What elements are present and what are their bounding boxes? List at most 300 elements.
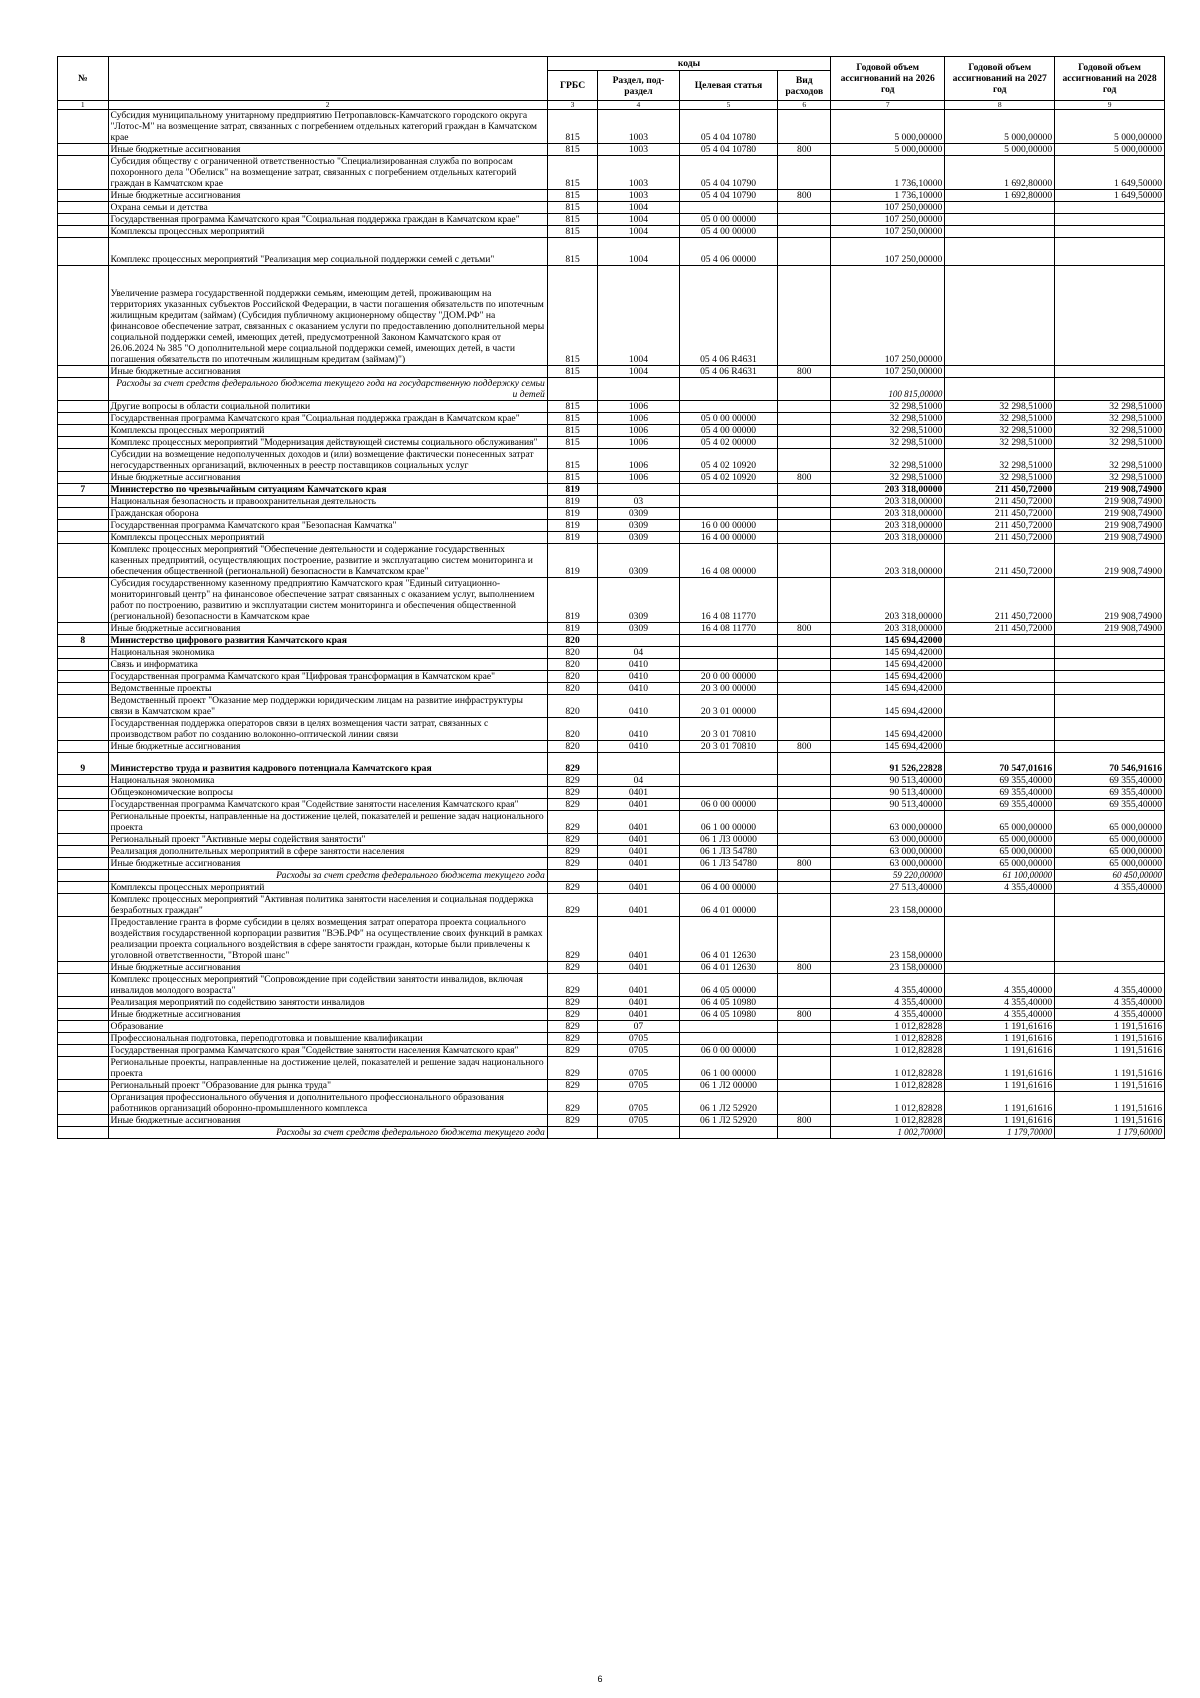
row-amount-2026: 145 694,42000 [831, 635, 945, 647]
row-amount-2026: 1 012,82828 [831, 1115, 945, 1127]
row-grbs: 829 [547, 894, 598, 917]
row-name: Региональный проект "Активные меры содействия занятости" [108, 834, 547, 846]
row-section: 1003 [598, 156, 679, 190]
row-type [778, 544, 831, 578]
row-name: Субсидия обществу с ограниченной ответственностью "Специализированная служба по вопросам похоронного дела "Обелиск" на возмещение затрат, связанных с погребением отдельных категорий граждан в Камчатском крае [108, 156, 547, 190]
row-grbs: 829 [547, 997, 598, 1009]
table-row [58, 266, 1165, 366]
row-name: Национальная экономика [108, 647, 547, 659]
row-target: 16 4 00 00000 [679, 532, 778, 544]
row-target: 06 0 00 00000 [679, 1045, 778, 1057]
row-amount-2027: 4 355,40000 [945, 882, 1055, 894]
row-name: Иные бюджетные ассигнования [108, 472, 547, 484]
row-target: 20 3 01 70810 [679, 718, 778, 741]
row-amount-2026: 4 355,40000 [831, 1009, 945, 1021]
table-row [58, 110, 1165, 144]
row-name: Национальная безопасность и правоохранительная деятельность [108, 496, 547, 508]
row-type [778, 1045, 831, 1057]
row-type [778, 894, 831, 917]
row-amount-2027 [945, 226, 1055, 238]
row-name: Реализация дополнительных мероприятий в сфере занятости населения [108, 846, 547, 858]
row-amount-2026: 107 250,00000 [831, 238, 945, 266]
row-amount-2026: 1 736,10000 [831, 190, 945, 202]
row-type [778, 882, 831, 894]
table-body [58, 110, 1165, 1139]
header-2027: Годовой объем ассигнований на 2027 год [945, 57, 1055, 101]
row-amount-2026: 63 000,00000 [831, 846, 945, 858]
row-number [58, 1021, 109, 1033]
row-number [58, 799, 109, 811]
row-amount-2026: 1 736,10000 [831, 156, 945, 190]
row-amount-2026: 145 694,42000 [831, 671, 945, 683]
row-amount-2028: 5 000,00000 [1055, 144, 1165, 156]
row-grbs: 815 [547, 110, 598, 144]
row-grbs: 815 [547, 449, 598, 472]
row-amount-2027: 32 298,51000 [945, 472, 1055, 484]
row-number [58, 683, 109, 695]
row-amount-2027 [945, 266, 1055, 366]
row-amount-2027: 5 000,00000 [945, 110, 1055, 144]
row-section [598, 870, 679, 882]
table-row [58, 1115, 1165, 1127]
table-row [58, 635, 1165, 647]
row-number [58, 858, 109, 870]
row-amount-2027: 1 191,61616 [945, 1021, 1055, 1033]
row-grbs: 819 [547, 484, 598, 496]
row-amount-2026: 145 694,42000 [831, 741, 945, 753]
row-section: 0401 [598, 882, 679, 894]
row-name: Гражданская оборона [108, 508, 547, 520]
row-type: 800 [778, 623, 831, 635]
table-row [58, 520, 1165, 532]
row-amount-2027: 211 450,72000 [945, 496, 1055, 508]
row-number [58, 238, 109, 266]
row-number: 7 [58, 484, 109, 496]
row-amount-2028 [1055, 202, 1165, 214]
row-amount-2027: 211 450,72000 [945, 520, 1055, 532]
row-amount-2028: 65 000,00000 [1055, 811, 1165, 834]
row-number [58, 520, 109, 532]
row-name: Организация профессионального обучения и дополнительного профессионального образования работников организаций оборонно-промышленного комплекса [108, 1092, 547, 1115]
row-section: 1004 [598, 266, 679, 366]
row-grbs: 820 [547, 718, 598, 741]
row-amount-2027: 32 298,51000 [945, 425, 1055, 437]
row-grbs [547, 1127, 598, 1139]
row-target: 20 3 00 00000 [679, 683, 778, 695]
header-section: Раздел, под-раздел [598, 71, 679, 101]
row-type [778, 214, 831, 226]
page-number: 6 [597, 1674, 603, 1684]
row-number [58, 544, 109, 578]
row-amount-2028: 32 298,51000 [1055, 472, 1165, 484]
row-amount-2026: 145 694,42000 [831, 718, 945, 741]
table-row [58, 202, 1165, 214]
table-row [58, 401, 1165, 413]
row-section: 04 [598, 775, 679, 787]
row-amount-2026: 1 012,82828 [831, 1080, 945, 1092]
row-number [58, 202, 109, 214]
row-section: 0410 [598, 718, 679, 741]
row-name: Общеэкономические вопросы [108, 787, 547, 799]
row-amount-2028: 65 000,00000 [1055, 858, 1165, 870]
row-amount-2026: 1 002,70000 [831, 1127, 945, 1139]
row-target: 05 4 02 10920 [679, 449, 778, 472]
row-number [58, 775, 109, 787]
row-grbs: 829 [547, 1033, 598, 1045]
row-section: 0401 [598, 799, 679, 811]
table-row [58, 544, 1165, 578]
table-row [58, 799, 1165, 811]
row-amount-2027: 4 355,40000 [945, 1009, 1055, 1021]
row-grbs: 819 [547, 496, 598, 508]
row-amount-2027 [945, 671, 1055, 683]
row-target: 06 1 Л2 00000 [679, 1080, 778, 1092]
row-amount-2026: 4 355,40000 [831, 974, 945, 997]
row-amount-2026: 203 318,00000 [831, 532, 945, 544]
row-number [58, 214, 109, 226]
col-number: 4 [598, 101, 679, 110]
row-number [58, 741, 109, 753]
row-target: 16 4 08 11770 [679, 623, 778, 635]
row-target: 06 4 00 00000 [679, 882, 778, 894]
table-row [58, 846, 1165, 858]
row-name: Расходы за счет средств федерального бюджета текущего года на государственную поддержку семьи и детей [108, 378, 547, 401]
row-amount-2028: 32 298,51000 [1055, 425, 1165, 437]
row-grbs: 829 [547, 1009, 598, 1021]
table-row [58, 962, 1165, 974]
row-amount-2027 [945, 659, 1055, 671]
row-name: Иные бюджетные ассигнования [108, 962, 547, 974]
row-amount-2027 [945, 683, 1055, 695]
row-grbs: 815 [547, 214, 598, 226]
table-row [58, 974, 1165, 997]
row-section: 1006 [598, 437, 679, 449]
row-amount-2028: 65 000,00000 [1055, 846, 1165, 858]
row-amount-2027: 1 191,61616 [945, 1115, 1055, 1127]
row-target: 06 4 01 00000 [679, 894, 778, 917]
row-amount-2027 [945, 635, 1055, 647]
row-section: 1006 [598, 401, 679, 413]
row-number [58, 811, 109, 834]
row-type [778, 266, 831, 366]
row-name: Национальная экономика [108, 775, 547, 787]
row-number [58, 472, 109, 484]
row-amount-2027 [945, 695, 1055, 718]
row-type [778, 974, 831, 997]
row-name: Региональные проекты, направленные на достижение целей, показателей и решение задач национального проекта [108, 811, 547, 834]
row-amount-2028: 32 298,51000 [1055, 401, 1165, 413]
row-name: Государственная поддержка операторов связи в целях возмещения части затрат, связанных с производством работ по созданию волоконно-оптической линии связи [108, 718, 547, 741]
row-amount-2028: 219 908,74900 [1055, 484, 1165, 496]
row-amount-2028: 1 649,50000 [1055, 156, 1165, 190]
row-amount-2028 [1055, 917, 1165, 962]
table-row [58, 741, 1165, 753]
row-grbs [547, 378, 598, 401]
row-grbs: 819 [547, 520, 598, 532]
row-grbs: 819 [547, 508, 598, 520]
row-number [58, 496, 109, 508]
header-no: № [58, 57, 109, 101]
row-section: 0309 [598, 578, 679, 623]
row-number [58, 997, 109, 1009]
table-row [58, 718, 1165, 741]
row-grbs: 815 [547, 156, 598, 190]
row-amount-2028: 1 191,51616 [1055, 1033, 1165, 1045]
row-amount-2026: 63 000,00000 [831, 834, 945, 846]
row-grbs: 829 [547, 882, 598, 894]
row-amount-2027 [945, 962, 1055, 974]
row-amount-2028: 5 000,00000 [1055, 110, 1165, 144]
row-target [679, 401, 778, 413]
row-target [679, 1033, 778, 1045]
row-number: 8 [58, 635, 109, 647]
row-section: 0401 [598, 846, 679, 858]
row-type [778, 1033, 831, 1045]
row-name: Государственная программа Камчатского края "Содействие занятости населения Камчатского края" [108, 799, 547, 811]
row-amount-2026: 107 250,00000 [831, 226, 945, 238]
row-number [58, 156, 109, 190]
row-amount-2028: 219 908,74900 [1055, 520, 1165, 532]
row-name: Субсидия муниципальному унитарному предприятию Петропавловск-Камчатского городского округа "Лотос-М" на возмещение затрат, связанных с погребением отдельных категорий граждан в Камчатском крае [108, 110, 547, 144]
row-section: 03 [598, 496, 679, 508]
table-row [58, 834, 1165, 846]
row-amount-2028: 65 000,00000 [1055, 834, 1165, 846]
row-type [778, 917, 831, 962]
row-name: Увеличение размера государственной поддержки семьям, имеющим детей, проживающим на территориях указанных субъектов Российской Федерации, в части погашения обязательств по ипотечным жилищным кредитам (займам) (Субсидия публичному акционерному обществу "ДОМ.РФ" на финансовое обеспечение затрат, связанных с оказанием услуги по предоставлению дополнительной меры социальной поддержки семей, имеющих детей, предусмотренной Законом Камчатского края от 26.06.2024 № 385 "О дополнительной мере социальной поддержки семей, имеющих детей, в части погашения обязательств по ипотечным жилищным кредитам (займам)") [108, 266, 547, 366]
row-grbs: 815 [547, 190, 598, 202]
table-row [58, 1080, 1165, 1092]
row-target: 20 0 00 00000 [679, 671, 778, 683]
header-2026: Годовой объем ассигнований на 2026 год [831, 57, 945, 101]
table-row [58, 683, 1165, 695]
table-row [58, 671, 1165, 683]
table-row [58, 144, 1165, 156]
row-amount-2027: 1 692,80000 [945, 156, 1055, 190]
row-amount-2026: 27 513,40000 [831, 882, 945, 894]
row-type [778, 635, 831, 647]
row-amount-2027: 65 000,00000 [945, 834, 1055, 846]
row-target: 05 4 06 00000 [679, 238, 778, 266]
row-name: Государственная программа Камчатского края "Безопасная Камчатка" [108, 520, 547, 532]
row-amount-2026: 1 012,82828 [831, 1021, 945, 1033]
row-section: 0410 [598, 683, 679, 695]
row-type [778, 753, 831, 775]
row-target [679, 496, 778, 508]
row-amount-2027 [945, 214, 1055, 226]
row-section: 1006 [598, 425, 679, 437]
row-type [778, 1021, 831, 1033]
row-amount-2026: 203 318,00000 [831, 496, 945, 508]
row-amount-2028: 4 355,40000 [1055, 974, 1165, 997]
row-section [598, 1127, 679, 1139]
row-amount-2028: 1 191,51616 [1055, 1045, 1165, 1057]
row-amount-2028: 219 908,74900 [1055, 496, 1165, 508]
row-grbs: 829 [547, 1045, 598, 1057]
row-name: Иные бюджетные ассигнования [108, 144, 547, 156]
row-target: 05 4 02 10920 [679, 472, 778, 484]
row-section: 1006 [598, 472, 679, 484]
row-amount-2026: 5 000,00000 [831, 144, 945, 156]
row-amount-2026: 1 012,82828 [831, 1092, 945, 1115]
row-target [679, 753, 778, 775]
row-amount-2026: 32 298,51000 [831, 401, 945, 413]
row-amount-2026: 90 513,40000 [831, 775, 945, 787]
row-amount-2028: 1 191,51616 [1055, 1021, 1165, 1033]
row-amount-2028: 69 355,40000 [1055, 787, 1165, 799]
row-amount-2027: 65 000,00000 [945, 846, 1055, 858]
row-number [58, 578, 109, 623]
row-grbs: 820 [547, 695, 598, 718]
row-amount-2026: 100 815,00000 [831, 378, 945, 401]
row-target [679, 787, 778, 799]
row-amount-2026: 107 250,00000 [831, 266, 945, 366]
row-type [778, 578, 831, 623]
row-type [778, 238, 831, 266]
row-target: 06 4 05 10980 [679, 997, 778, 1009]
row-type [778, 787, 831, 799]
row-grbs: 829 [547, 834, 598, 846]
row-number [58, 962, 109, 974]
col-number: 9 [1055, 101, 1165, 110]
row-grbs: 829 [547, 775, 598, 787]
row-number [58, 787, 109, 799]
row-amount-2028: 1 649,50000 [1055, 190, 1165, 202]
row-number [58, 437, 109, 449]
row-amount-2026: 107 250,00000 [831, 202, 945, 214]
row-target: 06 1 00 00000 [679, 811, 778, 834]
row-section: 1006 [598, 449, 679, 472]
row-amount-2026: 107 250,00000 [831, 214, 945, 226]
row-amount-2027 [945, 718, 1055, 741]
row-amount-2027 [945, 917, 1055, 962]
row-grbs: 829 [547, 962, 598, 974]
row-section: 0401 [598, 787, 679, 799]
row-grbs: 829 [547, 858, 598, 870]
row-number [58, 190, 109, 202]
row-target: 06 0 00 00000 [679, 799, 778, 811]
row-amount-2028 [1055, 266, 1165, 366]
row-number [58, 449, 109, 472]
table-row [58, 378, 1165, 401]
row-target: 06 1 Л2 52920 [679, 1092, 778, 1115]
table-row [58, 156, 1165, 190]
row-grbs: 829 [547, 1080, 598, 1092]
row-amount-2026: 23 158,00000 [831, 894, 945, 917]
row-number [58, 1057, 109, 1080]
row-target: 05 4 06 R4631 [679, 366, 778, 378]
row-amount-2026: 145 694,42000 [831, 695, 945, 718]
row-amount-2028: 1 191,51616 [1055, 1080, 1165, 1092]
row-section [598, 484, 679, 496]
row-amount-2026: 4 355,40000 [831, 997, 945, 1009]
row-amount-2028: 1 191,51616 [1055, 1057, 1165, 1080]
table-row [58, 811, 1165, 834]
table-row [58, 226, 1165, 238]
row-name: Министерство по чрезвычайным ситуациям Камчатского края [108, 484, 547, 496]
row-name: Иные бюджетные ассигнования [108, 190, 547, 202]
row-target: 05 0 00 00000 [679, 214, 778, 226]
row-name: Государственная программа Камчатского края "Содействие занятости населения Камчатского края" [108, 1045, 547, 1057]
row-number [58, 508, 109, 520]
row-amount-2027 [945, 238, 1055, 266]
row-target: 06 1 Л2 52920 [679, 1115, 778, 1127]
table-row [58, 659, 1165, 671]
row-amount-2026: 32 298,51000 [831, 472, 945, 484]
row-amount-2028: 60 450,00000 [1055, 870, 1165, 882]
row-amount-2027: 69 355,40000 [945, 775, 1055, 787]
row-target: 05 0 00 00000 [679, 413, 778, 425]
row-amount-2026: 203 318,00000 [831, 520, 945, 532]
row-number [58, 695, 109, 718]
table-row [58, 1033, 1165, 1045]
row-amount-2027 [945, 366, 1055, 378]
row-amount-2026: 145 694,42000 [831, 659, 945, 671]
row-name: Связь и информатика [108, 659, 547, 671]
row-name: Субсидия государственному казенному предприятию Камчатского края "Единый ситуационно-мониторинговый центр" на финансовое обеспечение затрат связанных с оказанием услуг, выполнением работ по построению, развитию и эксплуатации систем мониторинга и обеспечения общественной (региональной) безопасности в Камчатском крае [108, 578, 547, 623]
row-amount-2027: 1 179,70000 [945, 1127, 1055, 1139]
row-amount-2027: 211 450,72000 [945, 508, 1055, 520]
row-type: 800 [778, 472, 831, 484]
row-name: Другие вопросы в области социальной политики [108, 401, 547, 413]
row-number [58, 226, 109, 238]
row-section: 0401 [598, 962, 679, 974]
table-row [58, 1045, 1165, 1057]
row-name: Государственная программа Камчатского края "Социальная поддержка граждан в Камчатском крае" [108, 413, 547, 425]
row-number [58, 1092, 109, 1115]
row-number [58, 1115, 109, 1127]
row-amount-2028 [1055, 226, 1165, 238]
row-amount-2028: 219 908,74900 [1055, 508, 1165, 520]
row-amount-2026: 203 318,00000 [831, 508, 945, 520]
row-amount-2028 [1055, 741, 1165, 753]
col-number: 7 [831, 101, 945, 110]
row-amount-2027: 32 298,51000 [945, 437, 1055, 449]
row-target: 05 4 06 R4631 [679, 266, 778, 366]
row-amount-2026: 23 158,00000 [831, 917, 945, 962]
row-grbs: 829 [547, 753, 598, 775]
row-amount-2028: 4 355,40000 [1055, 882, 1165, 894]
row-number [58, 882, 109, 894]
row-target: 20 3 01 00000 [679, 695, 778, 718]
row-type [778, 496, 831, 508]
row-grbs: 819 [547, 532, 598, 544]
header-target: Целевая статья [679, 71, 778, 101]
row-amount-2028 [1055, 366, 1165, 378]
header-codes: коды [547, 57, 830, 71]
row-amount-2028: 69 355,40000 [1055, 799, 1165, 811]
header-2028: Годовой объем ассигнований на 2028 год [1055, 57, 1165, 101]
row-grbs [547, 870, 598, 882]
row-grbs: 815 [547, 238, 598, 266]
row-grbs: 829 [547, 1057, 598, 1080]
row-section [598, 753, 679, 775]
row-target [679, 1127, 778, 1139]
row-grbs: 819 [547, 623, 598, 635]
row-number [58, 1045, 109, 1057]
row-type [778, 1080, 831, 1092]
row-amount-2027: 1 191,61616 [945, 1033, 1055, 1045]
row-section: 0309 [598, 532, 679, 544]
row-amount-2026: 1 012,82828 [831, 1033, 945, 1045]
table-row [58, 1127, 1165, 1139]
row-section: 0410 [598, 695, 679, 718]
row-section: 0410 [598, 659, 679, 671]
row-target [679, 484, 778, 496]
row-section: 0309 [598, 508, 679, 520]
row-target [679, 378, 778, 401]
row-number [58, 671, 109, 683]
row-amount-2027: 1 191,61616 [945, 1080, 1055, 1092]
